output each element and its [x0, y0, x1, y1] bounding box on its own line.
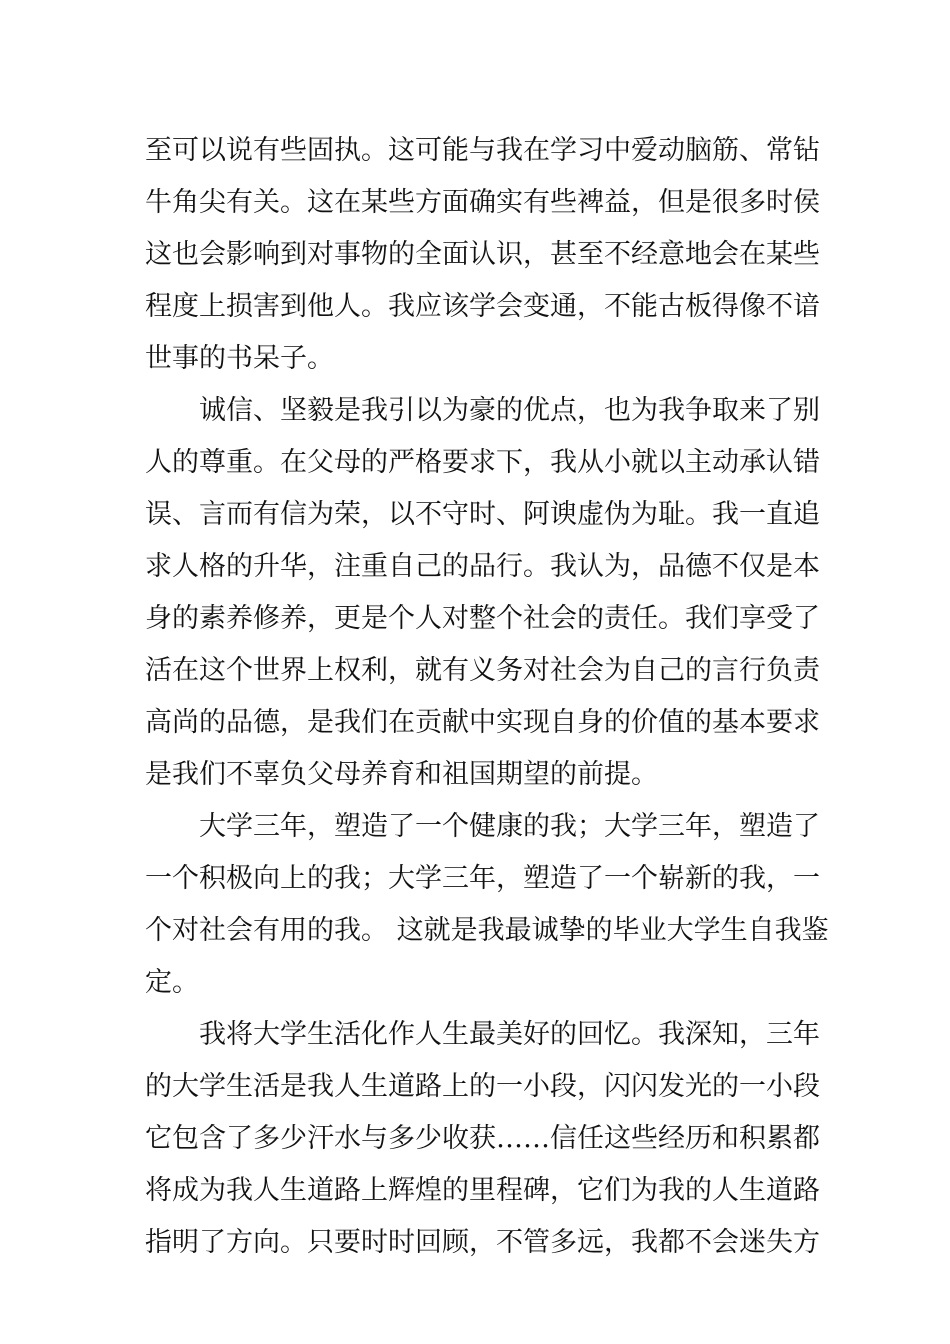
text-line: 牛角尖有关。这在某些方面确实有些裨益，但是很多时侯 [145, 187, 820, 218]
text-line: 指明了方向。只要时时回顾，不管多远，我都不会迷失方 [145, 1227, 820, 1258]
text-line: 误、言而有信为荣，以不守时、阿谀虚伪为耻。我一直追 [145, 499, 820, 530]
text-line: 将成为我人生道路上辉煌的里程碑，它们为我的人生道路 [145, 1175, 820, 1206]
paragraph-first-line: 大学三年，塑造了一个健康的我；大学三年，塑造了 [199, 811, 820, 842]
text-line: 程度上损害到他人。我应该学会变通，不能古板得像不谙 [145, 291, 820, 322]
text-line: 个对社会有用的我。 这就是我最诚挚的毕业大学生自我鉴 [145, 915, 829, 946]
text-line: 至可以说有些固执。这可能与我在学习中爱动脑筋、常钻 [145, 135, 820, 166]
text-line: 世事的书呆子。 [145, 343, 334, 374]
text-line: 这也会影响到对事物的全面认识，甚至不经意地会在某些 [145, 239, 820, 270]
paragraph-first-line: 我将大学生活化作人生最美好的回忆。我深知，三年 [199, 1019, 820, 1050]
text-line: 是我们不辜负父母养育和祖国期望的前提。 [145, 759, 658, 790]
text-line: 高尚的品德，是我们在贡献中实现自身的价值的基本要求 [145, 707, 820, 738]
paragraph-first-line: 诚信、坚毅是我引以为豪的优点，也为我争取来了别 [199, 395, 820, 426]
text-line: 定。 [145, 967, 199, 998]
text-line: 活在这个世界上权利，就有义务对社会为自己的言行负责 [145, 655, 820, 686]
text-line: 人的尊重。在父母的严格要求下，我从小就以主动承认错 [145, 447, 820, 478]
text-line: 求人格的升华，注重自己的品行。我认为，品德不仅是本 [145, 551, 820, 582]
text-line: 的大学生活是我人生道路上的一小段，闪闪发光的一小段 [145, 1071, 820, 1102]
text-line: 身的素养修养，更是个人对整个社会的责任。我们享受了 [145, 603, 820, 634]
text-line: 它包含了多少汗水与多少收获……信任这些经历和积累都 [145, 1123, 820, 1154]
text-line: 一个积极向上的我；大学三年，塑造了一个崭新的我，一 [145, 863, 820, 894]
